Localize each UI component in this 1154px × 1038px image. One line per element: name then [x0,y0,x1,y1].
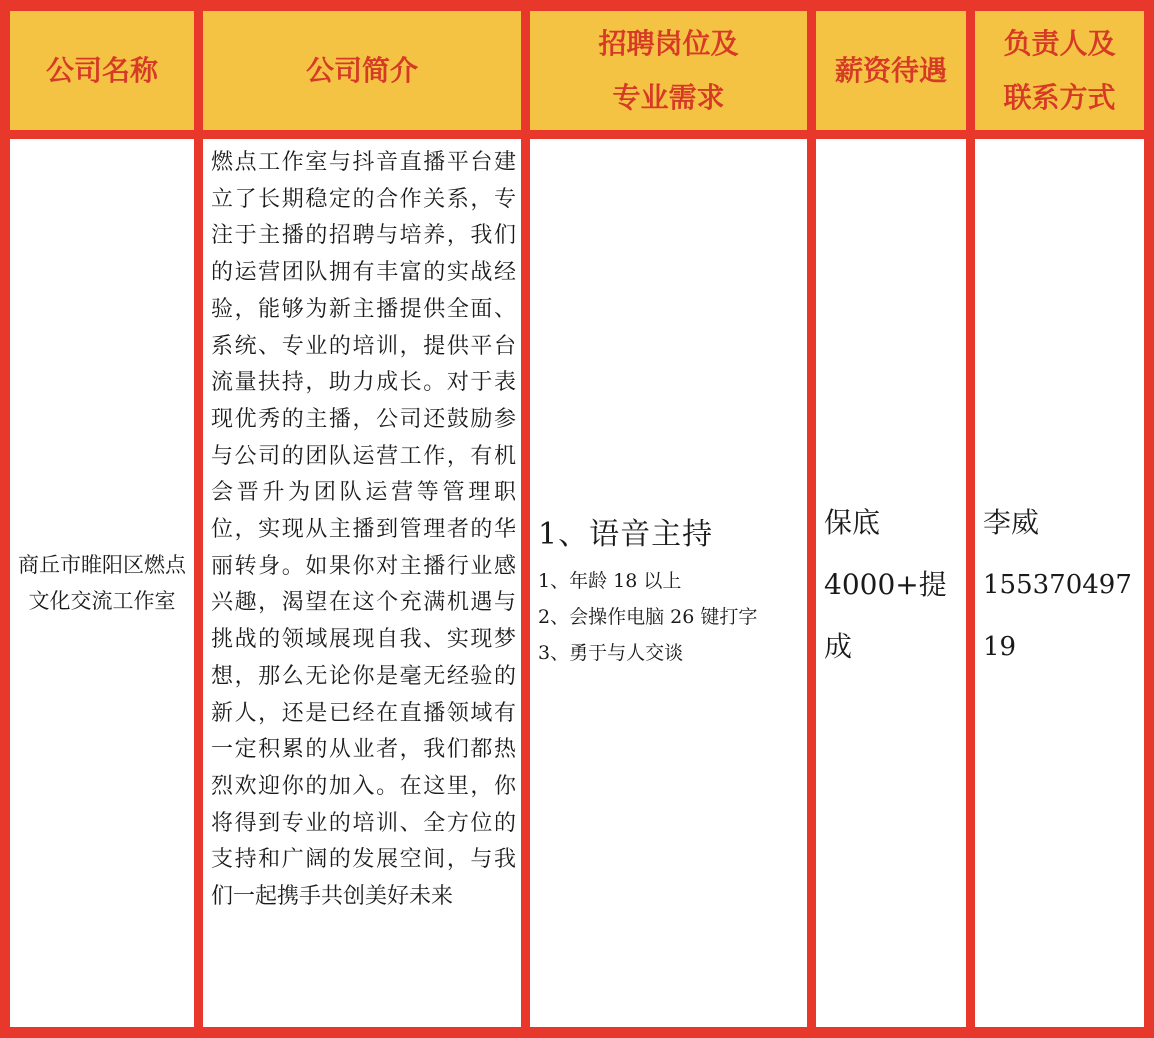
contact-cell [975,139,1144,1027]
header-company-name [10,11,194,130]
contact-phone-line: 155370497 [983,570,1132,600]
position-title: 1、语音主持 [538,517,714,552]
salary-line: 成 [824,630,853,663]
header-position-line2: 专业需求 [612,80,725,114]
salary-line: 4000+提 [824,568,947,601]
salary-cell [816,139,966,1027]
header-position-line1: 招聘岗位及 [598,26,739,60]
header-company-intro-label: 公司简介 [305,53,418,87]
company-name-cell [10,139,194,1027]
header-contact-line1: 负责人及 [1003,26,1116,60]
header-contact [975,11,1144,130]
salary-line: 保底 [824,506,881,539]
requirement-item: 1、年龄 18 以上 [538,570,682,592]
company-intro-text: 燃点工作室与抖音直播平台建立了长期稳定的合作关系，专注于主播的招聘与培养，我们的运营团队拥有丰富的实战经验，能够为新主播提供全面、系统、专业的培训，提供平台流量扶持，助力成长。对于表现优秀的主播，公司还鼓励参与公司的团队运营工作，有机会晋升为团队运营等管理职位，实现从主播到管理者的华丽转身。如果你对主播行业感兴趣，渴望在这个充满机遇与挑战的领域展现自我、实现梦想，那么无论你是毫无经验的新人，还是已经在直播领域有一定积累的从业者，我们都热烈欢迎你的加入。在这里，你将得到专业的培训、全方位的支持和广阔的发展空间，与我们一起携手共创美好未来 [211,150,516,910]
position-cell [530,139,807,1027]
header-salary [816,11,966,130]
header-salary-label: 薪资待遇 [834,53,947,87]
company-intro-cell [203,139,521,1027]
company-name: 商丘市睢阳区燃点文化交流工作室 [18,553,186,613]
header-contact-line2: 联系方式 [1003,80,1116,114]
requirement-item: 3、勇于与人交谈 [538,642,684,664]
header-position [530,11,807,130]
requirement-item: 2、会操作电脑 26 键打字 [538,606,758,628]
header-company-intro [203,11,521,130]
contact-phone-line: 19 [983,632,1017,662]
header-company-name-label: 公司名称 [45,53,158,87]
contact-name: 李威 [983,506,1040,539]
